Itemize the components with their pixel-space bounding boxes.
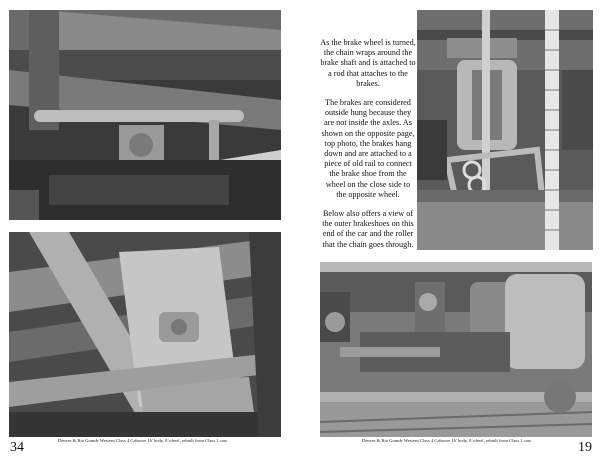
photo-truck-and-brakeshoes	[320, 262, 592, 437]
photo-underframe-brake-rigging	[9, 10, 281, 220]
right-footer: Denver & Rio Grande Western Class 4 Caboose 16' body, 8 wheel, rebuilt from Class 1 cars	[362, 438, 531, 443]
left-page-number: 34	[10, 440, 24, 455]
paragraph-2: The brakes are considered outside hung because they are not inside the axles. As shown on the opposite page, top photo, the brakes hang down and are attached to a piece of old rail to connect the brake shoe from the wheel on the close side to the opposite wheel.	[321, 98, 415, 199]
body-text	[320, 38, 416, 259]
paragraph-1: As the brake wheel is turned, the chain wraps around the brake shaft and is attached to a rod that attaches to the brakes.	[320, 38, 416, 88]
left-footer: Denver & Rio Grande Western Class 4 Caboose 16' body, 8 wheel, rebuilt from Class 1 cars	[58, 438, 227, 443]
paragraph-3: Below also offers a view of the outer brakeshoes on this end of the car and the roller that the chain goes through.	[322, 209, 414, 249]
right-page-number: 19	[578, 440, 592, 455]
photo-brake-hanger-casting	[9, 232, 281, 437]
photo-brake-chain-and-rod	[417, 10, 593, 250]
right-page	[300, 0, 600, 464]
